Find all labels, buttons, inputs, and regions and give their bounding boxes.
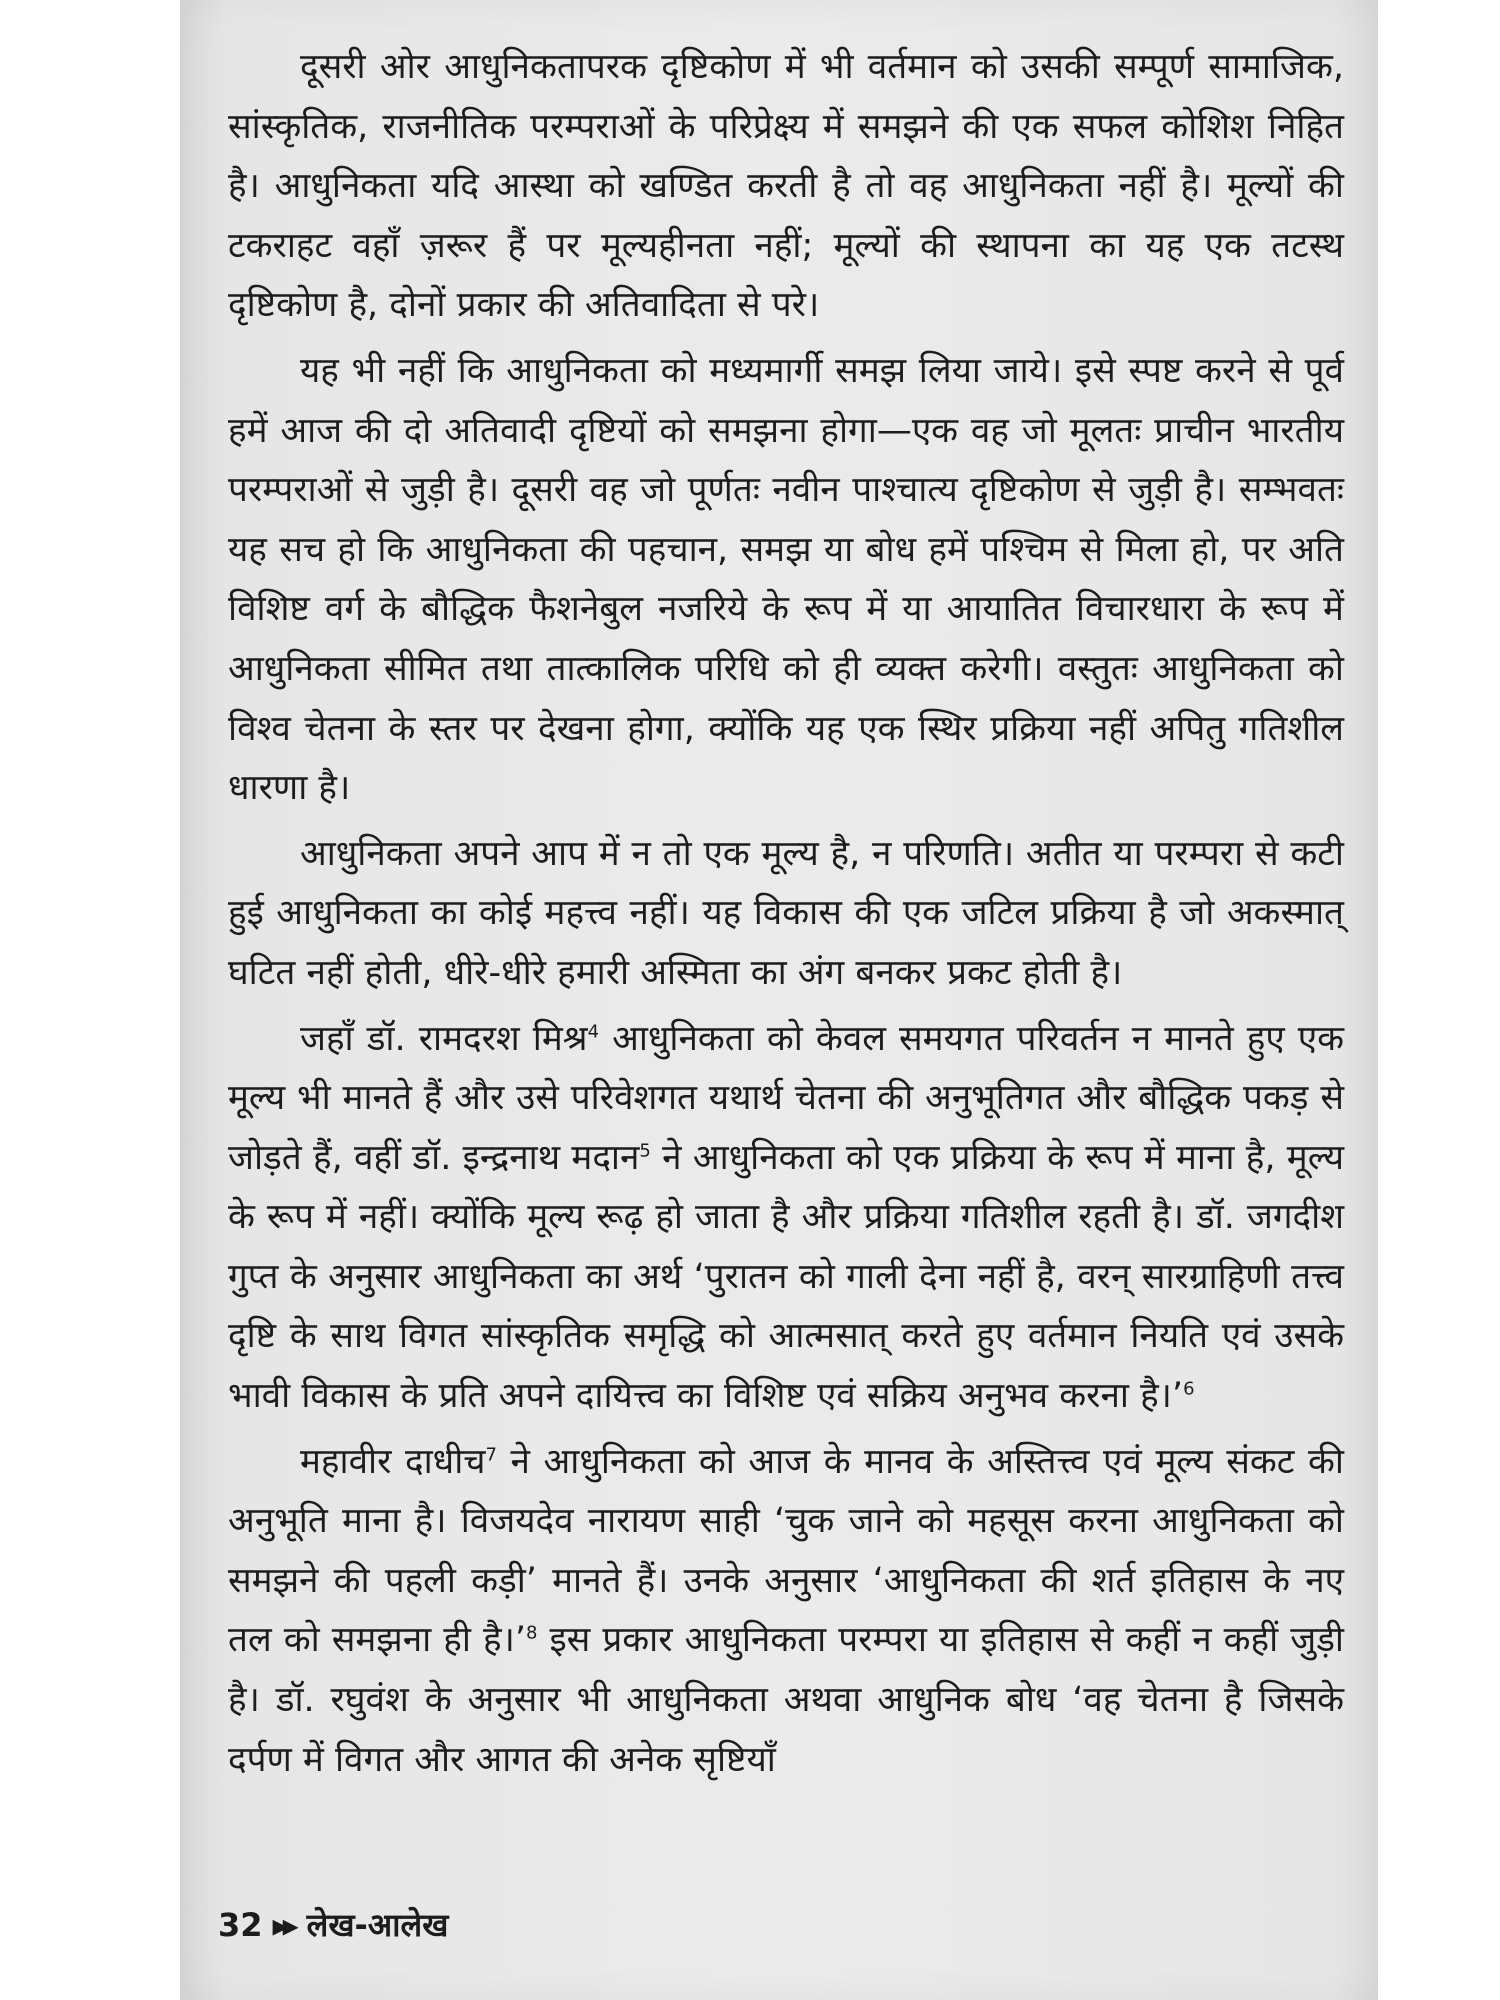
paragraph-text: महावीर दाधीच bbox=[300, 1441, 486, 1482]
page-body-text bbox=[228, 38, 1344, 1796]
paragraph bbox=[228, 1010, 1344, 1427]
footnote-reference: 6 bbox=[1183, 1378, 1195, 1400]
paragraph bbox=[228, 825, 1344, 1004]
footnote-reference: 8 bbox=[525, 1622, 538, 1644]
page-number: 32 bbox=[218, 1905, 263, 1944]
paragraph bbox=[228, 342, 1344, 819]
paragraph-text: जहाँ डॉ. रामदरश मिश्र bbox=[300, 1018, 588, 1059]
paragraph-text: ने आधुनिकता को एक प्रक्रिया के रूप में माना है, मूल्य के रूप में नहीं। क्योंकि मूल्य रूढ़ हो जाता है और प्रक्रिया गतिशील रहती है। डॉ. जगदीश गुप्त के अनुसार आधुनिकता का अर्थ ‘पुरातन को गाली देना नहीं है, वरन् सारग्राहिणी तत्त्व दृष्टि के साथ विगत सांस्कृतिक समृद्धि को आत्मसात् करते हुए वर्तमान नियति एवं उसके भावी विकास के प्रति अपने दायित्त्व का विशिष्ट एवं सक्रिय अनुभव करना है।’ bbox=[228, 1137, 1345, 1417]
paragraph-text: इस प्रकार आधुनिकता परम्परा या इतिहास से कहीं न कहीं जुड़ी है। डॉ. रघुवंश के अनुसार भी आधुनिकता अथवा आधुनिक बोध ‘वह चेतना है जिसके दर्पण में विगत और आगत की अनेक सृष्टियाँ bbox=[228, 1620, 1344, 1780]
footnote-reference: 7 bbox=[485, 1444, 497, 1465]
paragraph-text: आधुनिकता को केवल समयगत परिवर्तन न मानते हुए एक मूल्य भी मानते हैं और उसे परिवेशगत यथार्थ चेतना की अनुभूतिगत और बौद्धिक पकड़ से जोड़ते हैं, वहीं डॉ. इन्द्रनाथ मदान bbox=[228, 1018, 1345, 1178]
paragraph-text: ने आधुनिकता को आज के मानव के अस्तित्त्व एवं मूल्य संकट की अनुभूति माना है। विजयदेव नारायण साही ‘चुक जाने को महसूस करना आधुनिकता को समझने की पहली कड़ी’ मानते हैं। उनके अनुसार ‘आधुनिकता की शर्त इतिहास के नए तल को समझना ही है।’ bbox=[228, 1441, 1344, 1661]
running-title: लेख-आलेख bbox=[306, 1906, 449, 1944]
footnote-reference: 4 bbox=[587, 1020, 600, 1042]
paragraph-text: आधुनिकता अपने आप में न तो एक मूल्य है, न परिणति। अतीत या परम्परा से कटी हुई आधुनिकता का कोई महत्त्व नहीं। यह विकास की एक जटिल प्रक्रिया है जो अकस्मात् घटित नहीं होती, धीरे-धीरे हमारी अस्मिता का अंग बनकर प्रकट होती है। bbox=[228, 833, 1344, 993]
footnote-reference: 5 bbox=[639, 1140, 651, 1162]
paragraph-text: दूसरी ओर आधुनिकतापरक दृष्टिकोण में भी वर्तमान को उसकी सम्पूर्ण सामाजिक, सांस्कृतिक, राजनीतिक परम्पराओं के परिप्रेक्ष्य में समझने की एक सफल कोशिश निहित है। आधुनिकता यदि आस्था को खण्डित करती है तो वह आधुनिकता नहीं है। मूल्यों की टकराहट वहाँ ज़रूर हैं पर मूल्यहीनता नहीं; मूल्यों की स्थापना का यह एक तटस्थ दृष्टिकोण है, दोनों प्रकार की अतिवादिता से परे। bbox=[228, 47, 1344, 326]
double-chevron-right-icon: ▸▸ bbox=[272, 1905, 293, 1944]
paragraph-text: यह भी नहीं कि आधुनिकता को मध्यमार्गी समझ लिया जाये। इसे स्पष्ट करने से पूर्व हमें आज की दो अतिवादी दृष्टियों को समझना होगा—एक वह जो मूलतः प्राचीन भारतीय परम्पराओं से जुड़ी है। दूसरी वह जो पूर्णतः नवीन पाश्चात्य दृष्टिकोण से जुड़ी है। सम्भवतः यह सच हो कि आधुनिकता की पहचान, समझ या बोध हमें पश्चिम से मिला हो, पर अति विशिष्ट वर्ग के बौद्धिक फैशनेबुल नजरिये के रूप में या आयातित विचारधारा के रूप में आधुनिकता सीमित तथा तात्कालिक परिधि को ही व्यक्त करेगी। वस्तुतः आधुनिकता को विश्व चेतना के स्तर पर देखना होगा, क्योंकि यह एक स्थिर प्रक्रिया नहीं अपितु गतिशील धारणा है। bbox=[228, 350, 1344, 809]
paragraph bbox=[228, 1433, 1344, 1791]
paragraph bbox=[228, 38, 1344, 336]
page-footer bbox=[218, 1903, 448, 1946]
